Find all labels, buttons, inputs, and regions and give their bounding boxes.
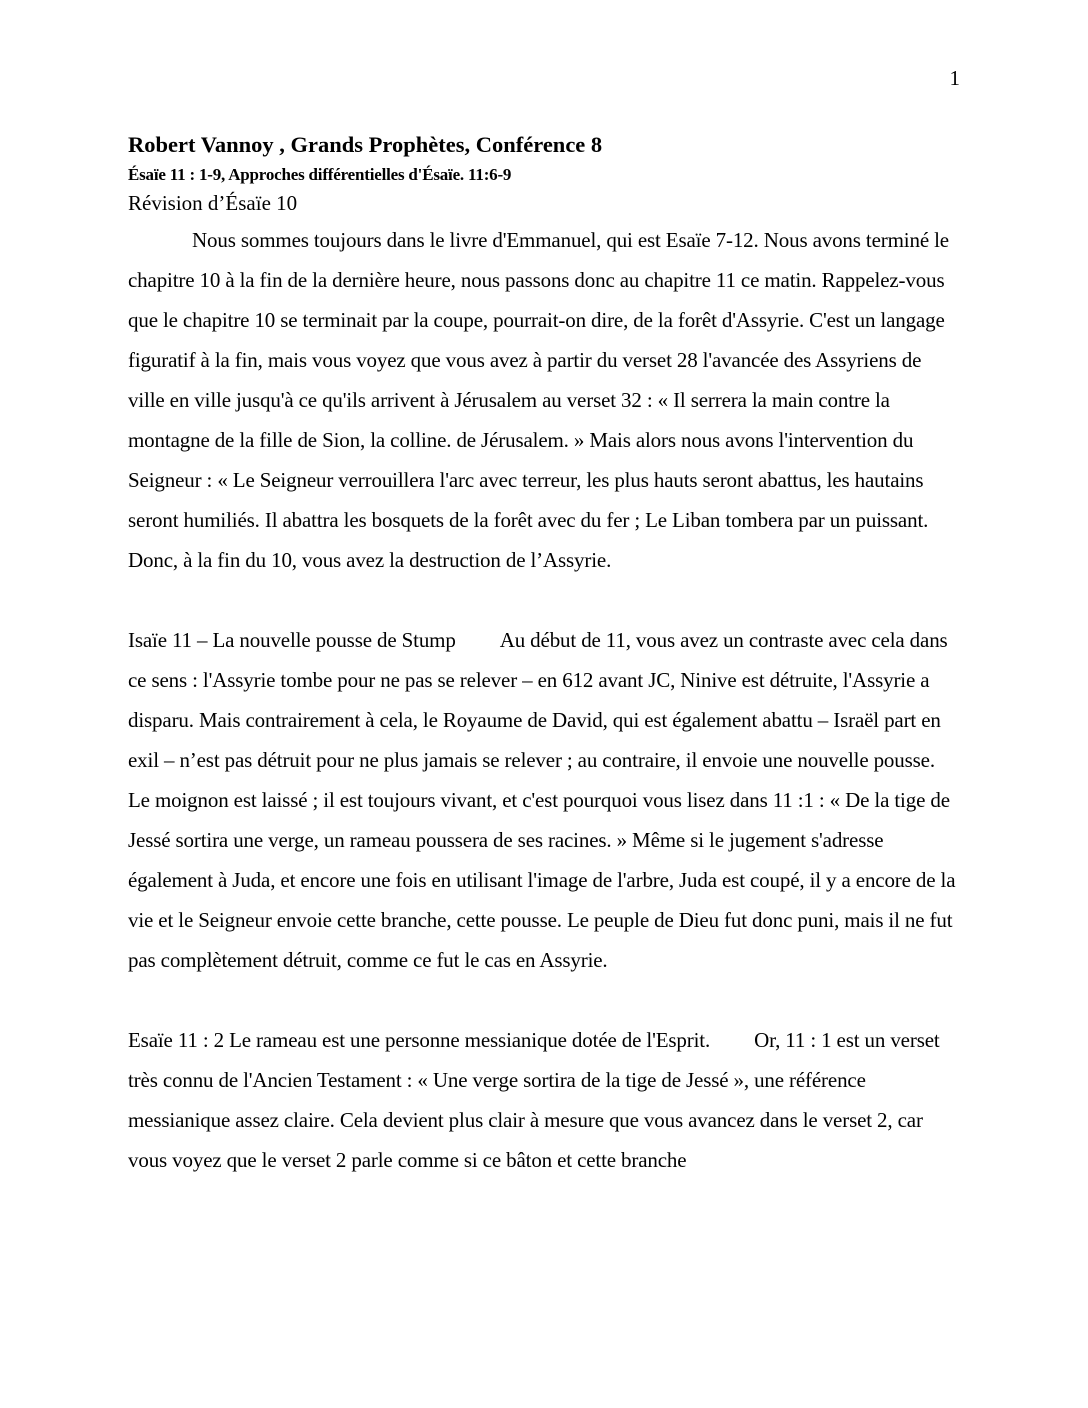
paragraph-revision: Nous sommes toujours dans le livre d'Emmanuel, qui est Esaïe 7-12. Nous avons terminé le chapitre 10 à la fin de la dernière heure, nous passons donc au chapitre 11 ce matin. Rappelez-vous que le chapitre 10 se terminait par la coupe, pourrait-on dire, de la forêt d'Assyrie. C'est un langage figuratif à la fin, mais vous voyez que vous avez à partir du verset 28 l'avancée des Assyriens de ville en ville jusqu'à ce qu'ils arrivent à Jérusalem au verset 32 : « Il serrera la main contre la montagne de la fille de Sion, la colline. de Jérusalem. » Mais alors nous avons l'intervention du Seigneur : « Le Seigneur verrouillera l'arc avec terreur, les plus hauts seront abattus, les hautains seront humiliés. Il abattra les bosquets de la forêt avec du fer ; Le Liban tombera par un puissant. Donc, à la fin du 10, vous avez la destruction de l’Assyrie. [128,228,949,572]
paragraph-messianic: Or, 11 : 1 est un verset très connu de l'Ancien Testament : « Une verge sortira de la tige de Jessé », une référence messianique assez claire. Cela devient plus clair à mesure que vous avancez dans le verset 2, car vous voyez que le verset 2 parle comme si ce bâton et cette branche [128,1028,940,1172]
section-heading-messianic: Esaïe 11 : 2 Le rameau est une personne messianique dotée de l'Esprit. [128,1028,711,1052]
paragraph-gap [128,980,960,1020]
section-heading-revision: Révision d’Ésaïe 10 [128,191,298,215]
document-body [128,130,960,1180]
section-heading-stump: Isaïe 11 – La nouvelle pousse de Stump [128,628,456,652]
paragraph-section-3 [128,1020,960,1180]
paragraph-gap [128,580,960,620]
paragraph-stump: Au début de 11, vous avez un contraste avec cela dans ce sens : l'Assyrie tombe pour ne pas se relever – en 612 avant JC, Ninive est détruite, l'Assyrie a disparu. Mais contrairement à cela, le Royaume de David, qui est également abattu – Israël part en exil – n’est pas détruit pour ne plus jamais se relever ; au contraire, il envoie une nouvelle pousse. Le moignon est laissé ; il est toujours vivant, et c'est pourquoi vous lisez dans 11 :1 : « De la tige de Jessé sortira une verge, un rameau poussera de ses racines. » Même si le jugement s'adresse également à Juda, et encore une fois en utilisant l'image de l'arbre, Juda est coupé, il y a encore de la vie et le Seigneur envoie cette branche, cette pousse. Le peuple de Dieu fut donc puni, mais il ne fut pas complètement détruit, comme ce fut le cas en Assyrie. [128,628,956,972]
page-number: 1 [949,66,960,90]
document-subtitle: Ésaïe 11 : 1-9, Approches différentielles d'Ésaïe. 11:6-9 [128,165,512,184]
paragraph-section-2 [128,620,960,980]
document-title: Robert Vannoy , Grands Prophètes, Conférence 8 [128,132,603,157]
